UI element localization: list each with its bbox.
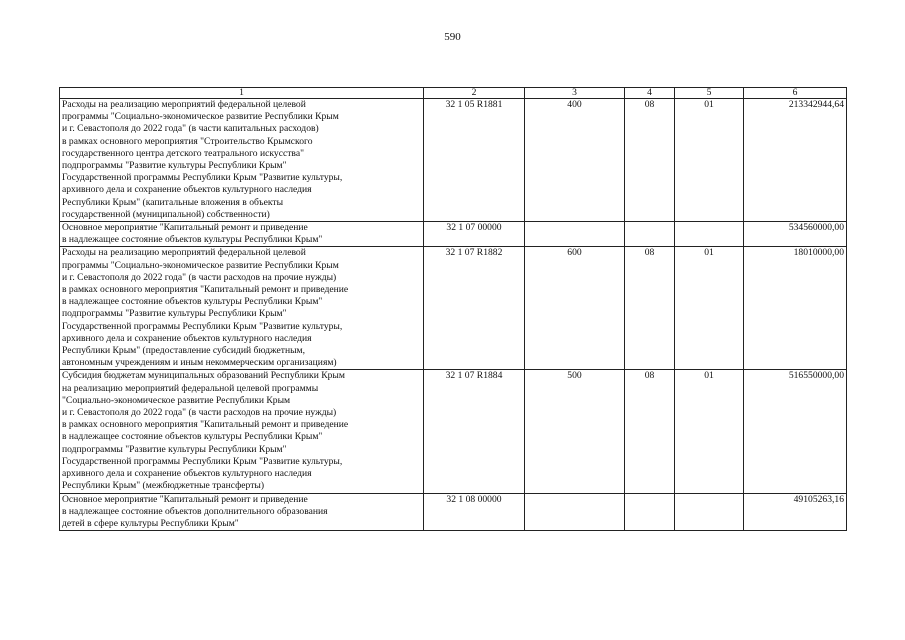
description-line: в надлежащее состояние объектов культуры Республики Крым" [62,296,323,308]
description-line: детей в сфере культуры Республики Крым" [62,517,239,529]
table-header-row [60,88,847,99]
header-col-6: 6 [744,88,847,99]
description-line: Расходы на реализацию мероприятий федеральной целевой [62,247,306,259]
amount-value: 534560000,00 [744,222,847,247]
expense-type-code: 600 [525,247,625,370]
description-line: автономным учреждениям и иным некоммерческим организациям) [62,357,337,369]
description-line: подпрограммы "Развитие культуры Республики Крым" [62,308,287,320]
subsection-code: 01 [675,99,744,222]
description-line: в рамках основного мероприятия "Капитальный ремонт и приведение [62,419,349,431]
amount-value: 18010000,00 [744,247,847,370]
target-article-code: 32 1 07 R1884 [424,370,525,493]
subsection-code [675,493,744,531]
description-line: государственного центра детского театрального искусства" [62,147,305,159]
description-line: подпрограммы "Развитие культуры Республики Крым" [62,160,287,172]
target-article-code: 32 1 07 00000 [424,222,525,247]
section-code: 08 [625,370,675,493]
section-code: 08 [625,247,675,370]
description-line: Государственной программы Республики Крым "Развитие культуры, [62,455,343,467]
description-line: "Социально-экономическое развитие Республики Крым [62,394,291,406]
subsection-code [675,222,744,247]
amount-value: 213342944,64 [744,99,847,222]
description-line: Республики Крым" (капитальные вложения в объекты [62,196,284,208]
target-article-code: 32 1 07 R1882 [424,247,525,370]
row-description [60,99,424,222]
table-row [60,370,847,493]
header-col-3: 3 [525,88,625,99]
description-line: архивного дела и сохранение объектов культурного наследия [62,184,312,196]
table-row [60,247,847,370]
description-line: подпрограммы "Развитие культуры Республики Крым" [62,443,287,455]
description-line: Расходы на реализацию мероприятий федеральной целевой [62,99,306,110]
table-row [60,222,847,247]
description-line: и г. Севастополя до 2022 года" (в части капитальных расходов) [62,123,319,135]
description-line: в рамках основного мероприятия "Строительство Крымского [62,135,313,147]
row-description [60,247,424,370]
description-line: и г. Севастополя до 2022 года" (в части расходов на прочие нужды) [62,271,337,283]
section-code: 08 [625,99,675,222]
section-code [625,222,675,247]
row-description [60,493,424,531]
description-line: Республики Крым" (межбюджетные трансферты) [62,480,265,492]
header-col-1: 1 [60,88,424,99]
target-article-code: 32 1 08 00000 [424,493,525,531]
header-col-2: 2 [424,88,525,99]
row-description [60,222,424,247]
description-line: в надлежащее состояние объектов дополнительного образования [62,505,328,517]
amount-value: 49105263,16 [744,493,847,531]
table-row [60,99,847,222]
budget-table [59,87,847,531]
table-row [60,493,847,531]
section-code [625,493,675,531]
description-line: государственной (муниципальной) собственности) [62,208,270,220]
description-line: Субсидия бюджетам муниципальных образований Республики Крым [62,370,345,382]
page-number: 590 [444,31,461,43]
description-line: Республики Крым" (предоставление субсидий бюджетным, [62,345,305,357]
description-line: архивного дела и сохранение объектов культурного наследия [62,468,312,480]
description-line: Основное мероприятие "Капитальный ремонт и приведение [62,493,308,505]
description-line: программы "Социально-экономическое развитие Республики Крым [62,111,339,123]
description-line: Основное мероприятие "Капитальный ремонт и приведение [62,222,308,234]
expense-type-code: 400 [525,99,625,222]
description-line: в надлежащее состояние объектов культуры Республики Крым" [62,431,323,443]
description-line: программы "Социально-экономическое развитие Республики Крым [62,259,339,271]
expense-type-code [525,493,625,531]
subsection-code: 01 [675,247,744,370]
subsection-code: 01 [675,370,744,493]
description-line: в рамках основного мероприятия "Капитальный ремонт и приведение [62,284,349,296]
amount-value: 516550000,00 [744,370,847,493]
row-description [60,370,424,493]
description-line: Государственной программы Республики Крым "Развитие культуры, [62,320,343,332]
description-line: архивного дела и сохранение объектов культурного наследия [62,332,312,344]
header-col-5: 5 [675,88,744,99]
target-article-code: 32 1 05 R1881 [424,99,525,222]
header-col-4: 4 [625,88,675,99]
description-line: на реализацию мероприятий федеральной целевой программы [62,382,319,394]
expense-type-code [525,222,625,247]
expense-type-code: 500 [525,370,625,493]
description-line: в надлежащее состояние объектов культуры Республики Крым" [62,234,323,246]
description-line: Государственной программы Республики Крым "Развитие культуры, [62,172,343,184]
description-line: и г. Севастополя до 2022 года" (в части расходов на прочие нужды) [62,407,337,419]
